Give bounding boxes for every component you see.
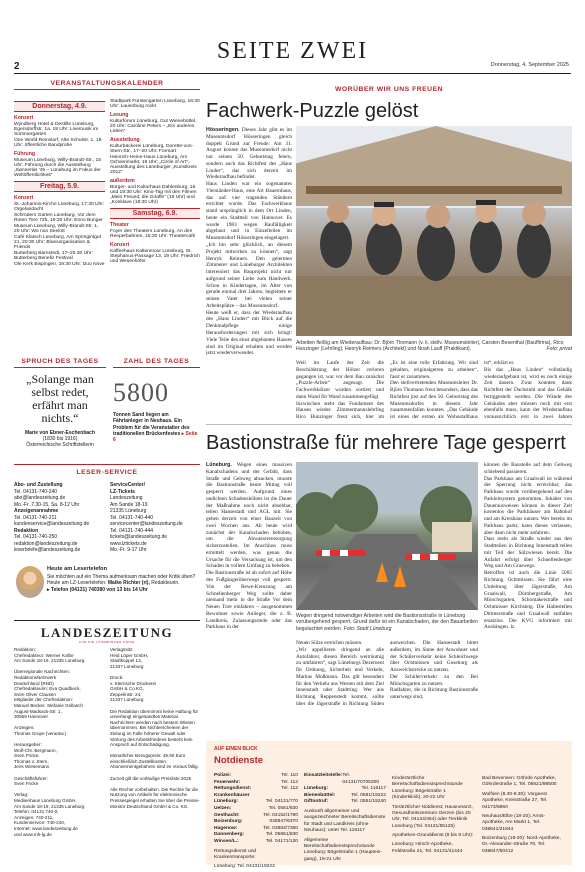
event-entry: Museum Lüneburg, Willy-Brandt-Str., 15 Uhr: Führung durch die Ausstellung „Sønnerlør '45 – Lüneburg im Fokus der Weltöffentlichkeit“ <box>14 158 101 178</box>
emergency-note: Rettungsdienst und Krankentransporte: <box>214 848 257 861</box>
reader-phone-desc: Sie möchten auf ein Thema aufmerksam machen oder Kritik üben? Heute am LZ-Lesertelefon: <box>47 574 196 587</box>
emergency-row <box>304 786 386 793</box>
emergency-col-3 <box>392 773 476 855</box>
quote-text: „Solange man selbst redet, erfährt man nichts.“ <box>26 372 94 425</box>
reader-service <box>14 464 200 614</box>
service-line: Landeszeitung <box>110 495 143 501</box>
emergency-label: Krankenhäuser <box>214 792 250 798</box>
issue-date: Donnerstag, 4. September 2025 <box>490 62 569 68</box>
number-value: 5800 <box>113 378 169 407</box>
service-line: Am Sande 18-19 <box>110 501 148 508</box>
quote-author-desc: Österreichische Schriftstellerin <box>26 442 94 449</box>
emergency-phone: Tel. 112 <box>281 779 298 785</box>
emergency-phone: Tel. 04131/70705300 <box>342 773 380 785</box>
event-category: Konzert <box>110 242 130 248</box>
reader-phone-number[interactable]: ▸ Telefon (04131) 740380 von 13 bis 14 Uhr <box>47 586 148 593</box>
service-line: Redaktion <box>14 527 39 534</box>
emergency-label: Rettungsdienst: <box>214 786 252 792</box>
event-entry: Kulturbäckerei Lüneburg, Dorette-von-Stern-Str., 17–20 Uhr: Formart <box>110 144 194 154</box>
reader-phone-text <box>47 574 199 593</box>
service-line: Tel. 04131-740-240 <box>14 488 58 495</box>
emergency-note: Wulfsen (8.30-8.30): Vorgeest Apotheke, Kreisstraße 27, Tel. 04173/6860 <box>482 791 548 810</box>
story1-col-1 <box>206 127 292 392</box>
story1-col-4: ist“, erklärt er. Bis das „Haus Linden“ vollständig wiederaufgebaut ist, wird es noch einige Zeit dauern. Zwar konnten dank Richtfest der Dachstuhl und das Gebälk fertiggestellt werden. Die Wände des Gebäudes aber müssen noch mit erst ebenfalls muss, kann der Wiederaufbau voraussichtlich erst in zwei Jahren <box>484 360 572 420</box>
service-line: Tel. 04131-740-444 <box>110 527 154 534</box>
emergency-label: Boizenburg: <box>214 819 243 825</box>
event-entry: Café Klatsch Lüneburg, Am Springintgut 21, 20:30 Uhr: Bluesorganisation & Friends <box>14 235 101 250</box>
service-line: servicecenter@landeszeitung.de <box>110 521 183 527</box>
service-line: Abo- und Zustellung <box>14 482 63 488</box>
emergency-note: Lüneburg: Hirsch-Apotheke, Feldstraße 21, Tel. 04131/41444 <box>392 842 463 854</box>
emergency-label: Einsatzleitstelle: <box>304 773 343 778</box>
service-line: Mo.-Fr. 7.30-15, Sa. 8-12 Uhr <box>14 501 80 508</box>
event-entry: Museum Lüneburg, Willy-Brandt-Str. 1, 20 Uhr: Wo nun Seelott <box>14 224 99 234</box>
emergency-note: Neuhaus/Elbe (18-20): Amts-Apotheke, Am Markt 1, Tel. 038841/21844 <box>482 813 546 832</box>
emergency-label: Dannenberg: <box>214 832 245 838</box>
story2-col-3: können die Baustelle auf dem Gehweg schiebend passieren. Das Parkhaus am Graalwall ist während der Sperrung nicht erreichbar, das Parkhaus wurde vorübergehend auf den Parkleitsystem genommen. Inhaber von Dauerausweisen können in dieser Zeit kostenlos die Parkhäuser am Bahnhof und am Kreishaus nutzen. Wer bereits im Parkhaus parkt, kann dieses verlassen, aber dann nicht mehr anfahren. Dass mehr als Straße wieder aus den Stadtteilen in Richtung Innenstadt teilen mit Teil der Sülzwiesen bereit. Die Anfahrt erfolgt über Schnellenberger Weg und Am Graswegs. Betroffen ist auch die Linie 5005 Richtung Ochtmissen. Sie fährt eine Umleitung über Jägerstraße, Am Graalwall, Dörnbergstraße, Am Mönchsgarten, Schomakerstraße und Ochtmisser Kirchsteig. Die Haltestellen Dittmerstraße und Graalwall entfallen ersatzlos. Die KVG informiert mit Aushängen. lz <box>484 462 572 631</box>
imprint-col-2: Verlagssitz: Heid Löper GmbH, Stadtkoppel 13, 21337 Lüneburg Druck: v. Sternsche Druckerei GmbH & Co.KG, Zeppelinstr. 24, 21337 Lüneburg Die Redaktion übernimmt keine Haftung für unverlangt eingesandtes Material. Nachrichten werden nach bestem Wissen übernommen. Bei Nichterscheinen der Zeitung im Falle höherer Gewalt oder Störung des Arbeitsfriedens besteht kein Anspruch auf Entschädigung. Monatlicher Bezugspreis: 49,90 Euro einschließlich Zustellkosten. Abonnementgebühren sind im Voraus fällig. Zurzeit gilt die vorläufige Preisliste 2025 Alle Rechte vorbehalten. Die Rechte für die Nutzung von Artikeln für elektronische Pressespiegel erhalten Sie über die Presse-Monitor Deutschland GmbH & Co. KG. <box>110 647 200 809</box>
photo-workers <box>296 126 572 336</box>
emergency-row <box>214 819 298 826</box>
quote-author: Marie von Ebner-Eschenbach <box>24 429 96 436</box>
emergency-col-4 <box>482 773 566 855</box>
divider <box>113 367 200 368</box>
emergency-phone: Tel. 0581/830 <box>268 806 298 812</box>
emergency-note: Kinderärztliche Bereitschaftsdienstsprechstunde Lüneburg: Bögelstraße 1 (Kinderklinik), 20-22 Uhr <box>392 776 463 801</box>
service-line: Anzeigenannahme <box>14 508 59 514</box>
event-category: Konzert <box>14 115 34 121</box>
story1-col-2: Weil im Laufe der Zeit die Beschilderung der Hölzer verloren gegangen ist, war vor dem Bau zunächst „Puzzle-Arbeit“ angesagt. Die Fachwerkhölzer wurden sortiert und dann Wand für Wand zusammengefügt. Inzwischen steht das Fundament des Hauses wieder. Zimmermannslehrling Rico Hunzinger freut sich, hier im <box>296 360 384 420</box>
emergency-kicker: AUF EINEN BLICK <box>214 746 258 752</box>
event-category: Konzert <box>14 195 34 201</box>
number-of-the-day <box>113 358 200 458</box>
number-lead-wrap <box>113 412 200 443</box>
emergency-label: Hagenow: <box>214 825 238 831</box>
event-day-header: Samstag, 6.9. <box>110 208 200 219</box>
emergency-note: Allgemeine Bereitschaftsdienstsprechstunde Lüneburg: Bögelstraße 1 (Hauptein-gang), 19-21 Uhr <box>304 837 383 862</box>
emergency-phone: Tel. 116117 <box>361 786 386 792</box>
emergency-row <box>304 799 386 806</box>
story2-dateline: Lüneburg. <box>206 462 232 468</box>
number-link[interactable]: ▸ Seite 6 <box>113 430 198 443</box>
quote-author-years: (1830 bis 1916) <box>42 436 78 443</box>
story2-credit: Foto: Stadt Lüneburg <box>343 625 392 632</box>
header-rule <box>14 73 571 74</box>
emergency-col-2 <box>304 773 386 863</box>
emergency-label: Winsen/L.: <box>214 839 239 845</box>
story1-dateline: Hösseringen. <box>206 127 240 133</box>
emergency-note: Apotheken-Grunddienst (8 bis 8 Uhr): <box>392 833 474 838</box>
divider <box>206 424 572 425</box>
story1-headline: Fachwerk-Puzzle gelöst <box>206 100 419 122</box>
emergency-note: Bad Bevensen: Göhrde Apotheke, Göhrdestraße 1, Tel. 05821/98500 <box>482 776 557 788</box>
event-entry: Stadtpark Fürstengarten Lüneburg, 18:30 Uhr: Lauenburg rockt <box>110 99 200 109</box>
event-day-header: Freitag, 5.9. <box>14 181 105 192</box>
emergency-phone: 038847/6370 <box>269 819 298 825</box>
story2-text-1: Wegen eines massiven Kanalschadens und der Gefahr, dass Straße und Gehweg absacken, musste die Bastionstraße heute Mittag voll gesperrt werden. Aufgrund eines undichten Schadenshöhtes ist die Dauer der Maßnahme noch nicht absehbar, teilen Hansestadt und AGL mit. Sie gehen derzeit von einer Bauzeit von zwei Wochen aus. Ab heute wird zunächst der Kanalschaden behoben, um die Abwasserentsorgung sicherzustellen. Im Anschluss muss ermittelt werden, was genau die Ursache für die Versackung ist, um den Schaden in vollem Umfang zu beheben. Die Bastionstraße ist ab sofort auf Höhe des Fußgängerüberwegs voll gesperrt. Von der Bewe-Kreuzung am Schnellenberger Weg sollte daher niemand mehr in die Straße Vor dem Neuen Tore einfahren – ausgenommen Bewohner sowie Anlieger, die z. B. Landkreis, Zulassungsstelle oder das Parkhaus in der <box>206 462 292 631</box>
emergency-label: Uelzen: <box>214 806 232 812</box>
emergency-phone: Tel. 04131/770 <box>265 799 298 805</box>
reader-phone-role: Redakteurin. <box>151 580 180 587</box>
service-line: Tel. 04131-740-440 <box>110 514 154 521</box>
emergency-phone: Tel. 03883/7360 <box>263 825 298 831</box>
newspaper-logo-sub: FÜR DIE LÜNEBURGER HEIDE <box>79 640 135 644</box>
reader-service-title: LESER-SERVICE <box>76 469 138 476</box>
service-line: Tel. 04131-740-250 <box>14 534 58 540</box>
reader-phone-name: Maike Richter (ri), <box>107 580 150 587</box>
service-line: kundenservice@landeszeitung.de <box>14 521 90 527</box>
emergency-label: Lüneburg: <box>304 786 329 792</box>
event-day-header: Donnerstag, 4.9. <box>14 101 105 112</box>
story2-caption <box>296 613 478 632</box>
service-line: Mo.-Fr. 9-17 Uhr <box>110 547 147 553</box>
emergency-note: Auskunft allgemeiner und ausgezeichneter Bereitschaftsdienste für Stadt und Landkreis (ohne Neuhaus): unter Tel. 116117 <box>304 809 386 834</box>
story1-caption <box>296 340 572 353</box>
emergency-phone: Tel. 04171/130 <box>265 839 298 845</box>
story2-col-1 <box>206 462 292 724</box>
emergency-row <box>214 786 298 793</box>
divider <box>14 89 200 90</box>
emergency-row <box>214 806 298 813</box>
event-entry: St.-Johannis-Kirche Lüneburg, 17:30 Uhr: Orgelandacht <box>14 202 105 212</box>
event-entry: Ole Kerk Bispingen, 19:30 Uhr: Duo Nove <box>14 262 105 267</box>
emergency-row <box>214 839 298 846</box>
emergency-note: Boizenburg (18-20): Nord-Apotheke, Dr.-Alexander-Straße 78, Tel. 038847/50412 <box>482 836 561 854</box>
avatar <box>16 566 44 598</box>
service-left <box>14 482 106 554</box>
page-number: 2 <box>14 61 20 72</box>
emergency-note: Lüneburg: Tel. 04131/19222 <box>214 864 275 870</box>
service-right <box>110 482 200 554</box>
number-lead: Tonnen Sand liegen am Fährlanleger in Neuhaus. Ein Problem für die Veranstalter des traditionellen Brückenfestes <box>113 412 190 437</box>
event-entry: Schröders Garten Lüneburg, Vor dem Roten Tore 72b, 19:30 Uhr: Enno Bunger <box>14 213 103 223</box>
event-entry: Wyndberg Hotel & Destille Lüneburg, Egersdorffstr. 1a, 18 Uhr: Livemusik im Sommergarten <box>14 122 99 137</box>
story2-photo <box>296 462 478 610</box>
page-title: SEITE ZWEI <box>216 38 369 64</box>
emergency-label: Giftnotruf: <box>304 799 329 805</box>
service-line: Tel. 04131-740-211 <box>14 514 57 521</box>
event-entry: Heinrich-Heine-Haus Lüneburg, Am Ochsenmarkt, 19 Uhr: „Circle of Art“, Ausstellung des Lüneburger „Kunstkreis 2012“ <box>110 155 197 175</box>
emergency-services <box>206 741 572 870</box>
emergency-label: Polizei: <box>214 773 232 778</box>
event-entry: Kulturforum Lüneburg, Gut Wienebüttel, 20 Uhr: Caroline Peters – „Ein anderes Leben“ <box>110 119 197 134</box>
quote-box <box>14 358 106 458</box>
emergency-phone: Tel. 04152/1790 <box>263 812 298 818</box>
story2-headline: Bastionstraße für mehrere Tage gesperrt <box>206 432 566 454</box>
event-category: Ausstellung <box>110 137 140 143</box>
service-line: www.lztickets.de <box>110 540 147 547</box>
story1-col-3: „Es ist eine tolle Erfahrung. Wir sind gehalten, originalgetreu zu arbeiten“, fasst er zusammen. Den stellvertretenden Museumsleiter Dr. Björn Thomann freut besonders, dass das Richtfest just auf den 50. Geburtstag des Museumsdorfes in diesem Jahr zusammenfallen konnten. „Das Gebäude ist eines der ersten als Wohnstallhaus <box>390 360 478 420</box>
emergency-label: Bienenbüttel: <box>304 792 336 798</box>
story1-text-1: Dieses Jahr gibt es im Museumsdorf Hösseringen gleich doppelt Grund zur Freude: Am 31. August konnte das Museumsdorf nicht nur seinen 50. Geburtstag feiern, sondern auch das Richtfest des „Haus Lindes“, das sich derzeit im Wiederaufbau befindet. Haus Linden war ein sogenanntes Vierständer-Haus, eine Art Bauernhaus, das auf vier tragenden Ständern errichtet wurde. Das Fachwerkhaus stand ursprünglich in dem Ort Linden, heute ein Stadtteil von Hannover. Es wurde 1983 wegen Baufälligkeit abgebaut und in Einzelteilen im Museumsdorf Hösseringen eingelagert. „Ich bin sehr glücklich, an diesem Projekt mitwirken zu können“, sagt Henryk Reimers. Den gelernten Zimmerer und Lüneburger Architekten interessiert das Bauprojekt nicht nur aufgrund seiner Liebe zum Handwerk. Schon in Kindertagen, im Alter von gerade einmal drei Jahren, begleitete er seinen Vater bei vielen seiner Arbeitsplätze – das Museumsdorf. Heute weiß er, dass der Wiederaufbau des „Haus Linden“ mit Blick auf die Denkmalpflege einige Herausforderungen mit sich bringt: Viele Teile des einst abgebauten Hauses sind im Original erhalten und werden jetzt wiederverwendet. <box>206 127 292 357</box>
event-entry: One World Reinstorf, Alte Schulstr. 1, 18 Uhr: öffentliche Bandprobe <box>14 138 102 148</box>
story1-photo <box>296 126 572 336</box>
reader-phone-title: Heute am Lesertelefon <box>47 566 107 572</box>
event-calendar <box>14 80 200 336</box>
story1-kicker: WORÜBER WIR UNS FREUEN <box>334 86 444 93</box>
event-entry: Foyer des Theaters Lüneburg, An den Reeperbahnen, 15:30 Uhr: Theatercafé <box>110 229 196 239</box>
service-line: 21335 Lüneburg <box>110 508 147 514</box>
service-line: LZ-Tickets <box>110 488 135 495</box>
emergency-phone: Tel. 05861/830 <box>265 832 298 838</box>
imprint-col-1: Redaktion: Chefredakteur: Werner Kolbe Am Sande 18-19, 21335 Lüneburg Überregionale Nachrichten: RedaktionsNetzwerk Deutschland (RND) Chefredakteurin: Eva Quadbeck, Sven Oliver Clausen Mitglieder der Chefredaktion: Manuel Becker, Stefanie Gollasch August-Madsack-Str. 1, 30559 Hannover Anzeigen: Thomas Grupe (verantw.) Herausgeber: Wolf-Chr. Bergmann, Sven Fricke, Thomas v. Stern, Jens Wiesemann Geschäftsführer: Sven Fricke Verlag: Mediienhaus Lüneburg GmbH, Am Sande 18-19, 21335 Lüneburg Telefon: 04131 740-0, Anzeigen: 740-211, Kundenservice: 740-240, Internet: www.landeszeitung.de und www.mh-lg.de <box>14 647 85 837</box>
event-category: Theater <box>110 222 129 228</box>
service-line: abo@landeszeitung.de <box>14 495 66 501</box>
emergency-row <box>304 773 386 786</box>
service-line: tickets@landeszeitung.de <box>110 534 168 540</box>
divider <box>14 367 106 368</box>
event-calendar-title: VERANSTALTUNGSKALENDER <box>50 80 164 87</box>
emergency-phone: Tel. 112 <box>281 786 298 792</box>
emergency-label: Lüneburg: <box>214 799 239 805</box>
event-entry: Bürger- und Kulturhaus Dahlenburg, 16 und 19:30 Uhr: Kino-Tag mit den Filmen „Mein Freund, die Giraffe“ (16 Uhr) und „Konklave (19:30 Uhr) <box>110 185 197 205</box>
newspaper-logo: LANDESZEITUNG <box>40 625 174 640</box>
event-column-2 <box>110 98 200 264</box>
event-category: Führung <box>14 151 36 157</box>
emergency-row <box>214 773 298 780</box>
emergency-col-1 <box>214 773 298 871</box>
imprint <box>14 620 200 864</box>
event-category: Lesung <box>110 112 129 118</box>
service-line: ServiceCenter/ <box>110 482 146 488</box>
event-category: außerdem <box>110 178 135 184</box>
emergency-label: Gesthacht: <box>214 812 240 818</box>
emergency-phone: Tel. 0551/19240 <box>351 799 386 805</box>
event-column-1 <box>14 98 105 267</box>
story2-caption-text: Wegen dringend notwendiger Arbeiten wird die Bastionsstraße in Lüneburg vorübergehend gesperrt. Grund dafür ist ein Kanalschaden, der den Bauarbeiten begutachtet werden. <box>296 613 478 632</box>
emergency-label: Feuerwehr: <box>214 779 241 785</box>
service-line: redaktion@landeszeitung.de <box>14 540 78 547</box>
event-entry: Butterberg Barnstedt, 17–20.30 Uhr: Butterberg Benefiz Festival <box>14 251 93 261</box>
quote-label: SPRUCH DES TAGES <box>21 358 99 365</box>
event-entry: Kaffeehaus Kaltenmoor Lüneburg, St. Stephanus-Passage 13, 19 Uhr: Friedrich und Wesenhöfer <box>110 249 200 264</box>
emergency-note: Tierärztlicher Notdienst: Hausnerarzt, Gesundheitszentrum Oerzen (bis 20 Uhr, Tel. 04134/354) oder Tierklinik Lüneburg (Tel. 04131/55125) <box>392 804 473 829</box>
photo-roadworks <box>296 462 478 610</box>
service-line: leserbriefe@landeszeitung.de <box>14 547 81 553</box>
story2-col-2: Neuen Sülze erreichen müssen. „Wir appellieren dringend an alle Autofahrer, diesen Bereich weiträumig zu umfahren“, sagt Lüneburgs Dezernent für Ordnung, Sicherheit und Verkehr, Markus Moßmann. Das gilt besonders für den Verkehr aus Westen mit dem Ziel Innenstadt oder Stadtring. Wer aus Richtung Reppenstedt kommt, sollte über die Jägerstraße in Richtung Süden ausweichen. Die Hansestadt bittet außerdem, im Sinne der Anwohner und der Schülerverkehr keine Schleichwege über Ochtmissen und Goseburg als Ausweichstrecke zu nutzen. Der Schülerverkehr zu den Bei Mönchsgarten zu nutzen. Radfahrer, die in Richtung Bastionstraße unterwegs sind, <box>296 640 478 707</box>
number-label: ZAHL DES TAGES <box>123 358 190 365</box>
emergency-phone: Tel. 110 <box>281 773 298 778</box>
emergency-phone: Tel. 0581/19222 <box>351 792 386 798</box>
story1-credit: Foto: privat <box>546 346 572 353</box>
emergency-title: Notdienste <box>214 755 264 766</box>
divider <box>14 464 200 465</box>
story1-caption-text: Arbeiten fleißig am Wiederaufbau: Dr. Björn Thomann (v. li. stellv. Museumsleiter), Carsten Besenthal (Bauffirma), Rico Hunzinger (Lehrling), Henryk Reimers (Architekt) und Noah Lauff (Praktikant). <box>296 340 564 353</box>
